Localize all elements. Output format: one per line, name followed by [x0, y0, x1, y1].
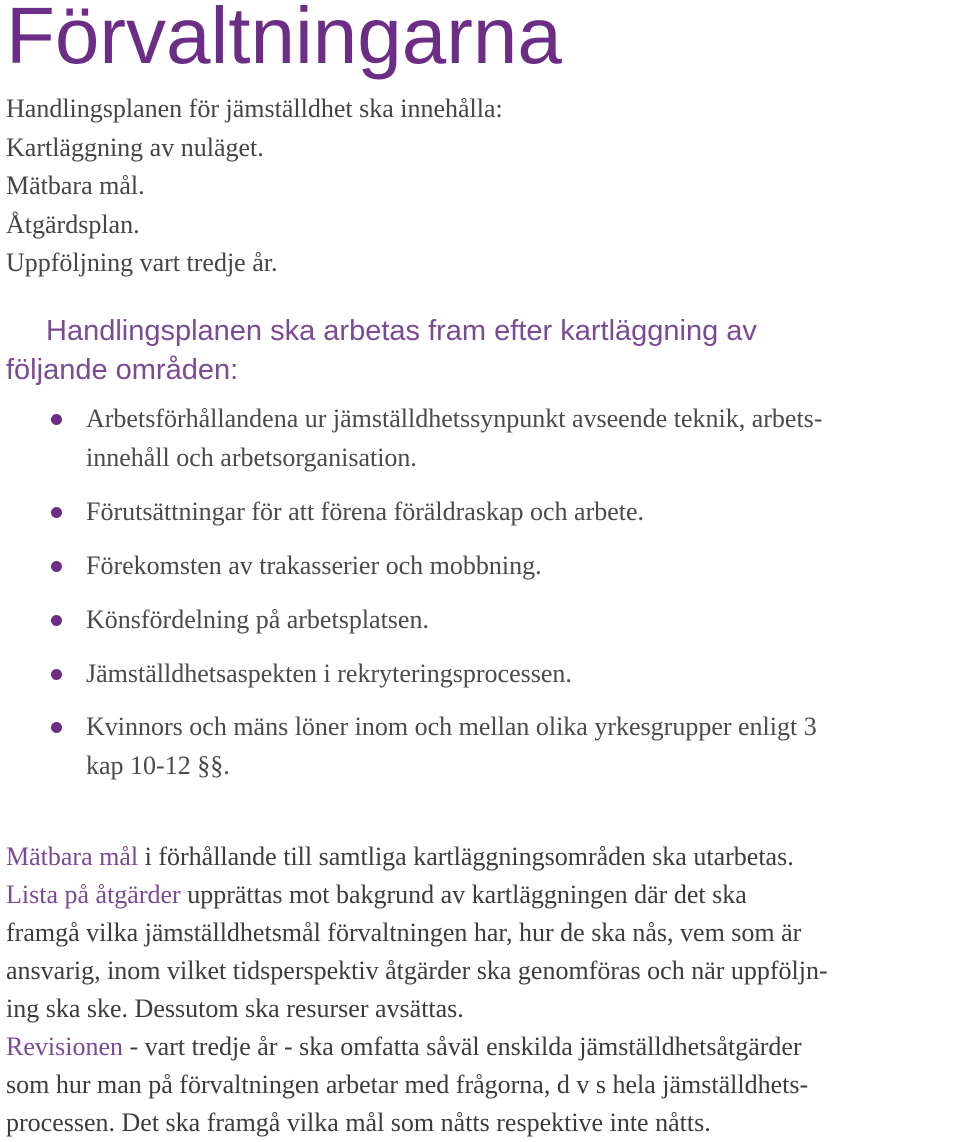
subheading-line: Handlingsplanen ska arbetas fram efter kartläggning av [46, 315, 757, 347]
list-item-text [86, 601, 946, 640]
bullet-dot-icon [51, 669, 62, 680]
bullet-dot-icon [51, 507, 62, 518]
paragraph-line: ing ska ske. Dessutom ska resurser avsättas. [6, 994, 464, 1023]
paragraph-line [6, 838, 956, 876]
intro-line: Mätbara mål. [6, 171, 145, 200]
paragraph-line: processen. Det ska framgå vilka mål som nåtts respektive inte nåtts. [6, 1108, 711, 1137]
highlight-term: Mätbara mål [6, 842, 139, 871]
subheading-line: följande områden: [6, 354, 239, 386]
bullet-dot-icon [51, 414, 62, 425]
page-title: Förvaltningarna [6, 0, 562, 80]
intro-line: Åtgärdsplan. [6, 209, 140, 239]
paragraph-text: - vart tredje år - ska omfatta såväl enskilda jämställdhetsåtgärder [123, 1032, 802, 1061]
list-item-line: innehåll och arbetsorganisation. [86, 442, 417, 472]
revision-paragraph [6, 1028, 956, 1142]
list-item-text [86, 708, 946, 785]
list-item-line: Jämställdhetsaspekten i rekryteringsprocessen. [86, 659, 572, 688]
list-item-text [86, 547, 946, 586]
list-item-line: kap 10-12 §§. [86, 750, 230, 780]
list-item-text [86, 493, 946, 532]
section-subheading [6, 312, 946, 390]
paragraph-line [6, 1028, 956, 1066]
list-item-text [86, 400, 946, 477]
paragraph-line [6, 876, 956, 914]
intro-list [6, 90, 503, 283]
highlight-term: Lista på åtgärder [6, 880, 181, 909]
list-item-line: Kvinnors och mäns löner inom och mellan olika yrkesgrupper enligt 3 [86, 712, 817, 741]
paragraph-line: som hur man på förvaltningen arbetar med frågorna, d v s hela jämställdhets- [6, 1070, 809, 1099]
list-item-line: Könsfördelning på arbetsplatsen. [86, 605, 429, 634]
intro-line: Uppföljning vart tredje år. [6, 248, 278, 277]
measurable-goals-paragraph [6, 838, 956, 876]
intro-line: Kartläggning av nuläget. [6, 132, 264, 162]
paragraph-text: i förhållande till samtliga kartläggningsområden ska utarbetas. [138, 842, 794, 871]
intro-line: Handlingsplanen för jämställdhet ska innehålla: [6, 94, 503, 123]
bullet-dot-icon [51, 561, 62, 572]
list-item-text [86, 655, 946, 694]
paragraph-line: framgå vilka jämställdhetsmål förvaltningen har, hur de ska nås, vem som är [6, 918, 802, 947]
list-item-line: Förutsättningar för att förena föräldraskap och arbete. [86, 497, 645, 526]
list-item-line: Förekomsten av trakasserier och mobbning. [86, 551, 542, 580]
paragraph-text: upprättas mot bakgrund av kartläggningen där det ska [180, 880, 747, 909]
list-item-line: Arbetsförhållandena ur jämställdhetssynpunkt avseende teknik, arbets- [86, 404, 823, 433]
action-list-paragraph [6, 876, 956, 1028]
highlight-term: Revisionen [6, 1032, 123, 1061]
bullet-dot-icon [51, 722, 62, 733]
paragraph-line: ansvarig, inom vilket tidsperspektiv åtgärder ska genomföras och när uppföljn- [6, 956, 828, 985]
bullet-dot-icon [51, 615, 62, 626]
